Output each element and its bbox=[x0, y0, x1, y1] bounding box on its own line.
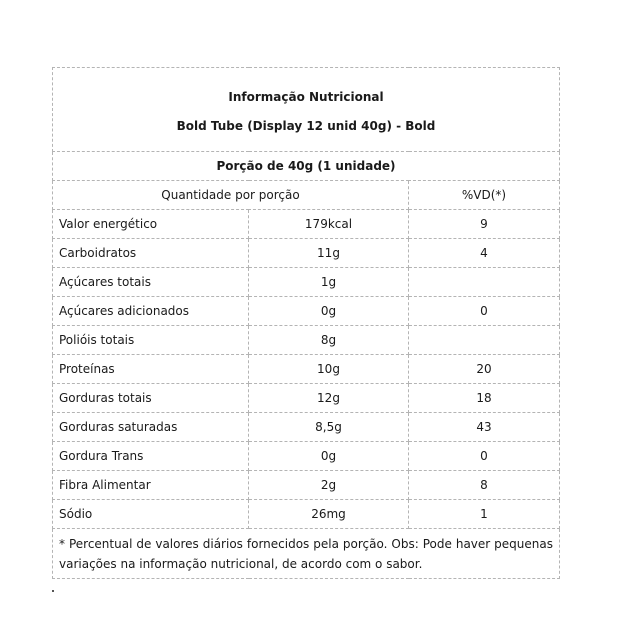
table-row bbox=[53, 500, 560, 529]
nutrient-name: Gorduras totais bbox=[53, 384, 249, 413]
table-row bbox=[53, 355, 560, 384]
nutrient-amount: 10g bbox=[249, 355, 409, 384]
table-row bbox=[53, 326, 560, 355]
nutrient-name: Gorduras saturadas bbox=[53, 413, 249, 442]
table-row bbox=[53, 413, 560, 442]
nutrient-amount: 1g bbox=[249, 268, 409, 297]
nutrient-name: Açúcares adicionados bbox=[53, 297, 249, 326]
nutrition-table bbox=[52, 67, 560, 579]
portion-row bbox=[53, 152, 560, 181]
nutrient-amount: 0g bbox=[249, 297, 409, 326]
nutrient-vd: 1 bbox=[409, 500, 560, 529]
product-name: Bold Tube (Display 12 unid 40g) - Bold bbox=[176, 119, 436, 133]
nutrient-vd bbox=[409, 268, 560, 297]
nutrient-name: Valor energético bbox=[53, 210, 249, 239]
nutrient-amount: 8,5g bbox=[249, 413, 409, 442]
table-title: Informação Nutricional bbox=[228, 90, 384, 104]
title-row bbox=[53, 68, 560, 152]
nutrient-name: Açúcares totais bbox=[53, 268, 249, 297]
nutrient-amount: 8g bbox=[249, 326, 409, 355]
table-row bbox=[53, 384, 560, 413]
nutrient-vd: 18 bbox=[409, 384, 560, 413]
nutrient-amount: 0g bbox=[249, 442, 409, 471]
nutrient-vd: 9 bbox=[409, 210, 560, 239]
table-row bbox=[53, 442, 560, 471]
nutrient-name: Polióis totais bbox=[53, 326, 249, 355]
table-row bbox=[53, 239, 560, 268]
vd-header: %VD(*) bbox=[409, 181, 560, 210]
nutrient-name: Fibra Alimentar bbox=[53, 471, 249, 500]
nutrient-amount: 11g bbox=[249, 239, 409, 268]
nutrient-amount: 2g bbox=[249, 471, 409, 500]
portion-size: Porção de 40g (1 unidade) bbox=[53, 152, 560, 181]
nutrient-name: Gordura Trans bbox=[53, 442, 249, 471]
nutrient-vd: 4 bbox=[409, 239, 560, 268]
nutrient-amount: 12g bbox=[249, 384, 409, 413]
nutrient-vd: 0 bbox=[409, 442, 560, 471]
footer-row bbox=[53, 529, 560, 579]
table-row bbox=[53, 268, 560, 297]
nutrient-vd: 43 bbox=[409, 413, 560, 442]
table-row bbox=[53, 471, 560, 500]
table-row bbox=[53, 210, 560, 239]
nutrient-vd: 0 bbox=[409, 297, 560, 326]
title-cell bbox=[53, 68, 560, 152]
nutrient-name: Proteínas bbox=[53, 355, 249, 384]
nutrient-vd: 8 bbox=[409, 471, 560, 500]
nutrient-amount: 26mg bbox=[249, 500, 409, 529]
nutrient-vd bbox=[409, 326, 560, 355]
stray-dot bbox=[52, 590, 54, 592]
nutrient-amount: 179kcal bbox=[249, 210, 409, 239]
nutrient-name: Sódio bbox=[53, 500, 249, 529]
nutrient-vd: 20 bbox=[409, 355, 560, 384]
nutrient-name: Carboidratos bbox=[53, 239, 249, 268]
column-header-row bbox=[53, 181, 560, 210]
table-row bbox=[53, 297, 560, 326]
quantity-header: Quantidade por porção bbox=[53, 181, 409, 210]
nutrition-facts-panel bbox=[52, 67, 559, 579]
footnote: * Percentual de valores diários fornecidos pela porção. Obs: Pode haver pequenas variações na informação nutricional, de acordo com o sabor. bbox=[53, 529, 560, 579]
